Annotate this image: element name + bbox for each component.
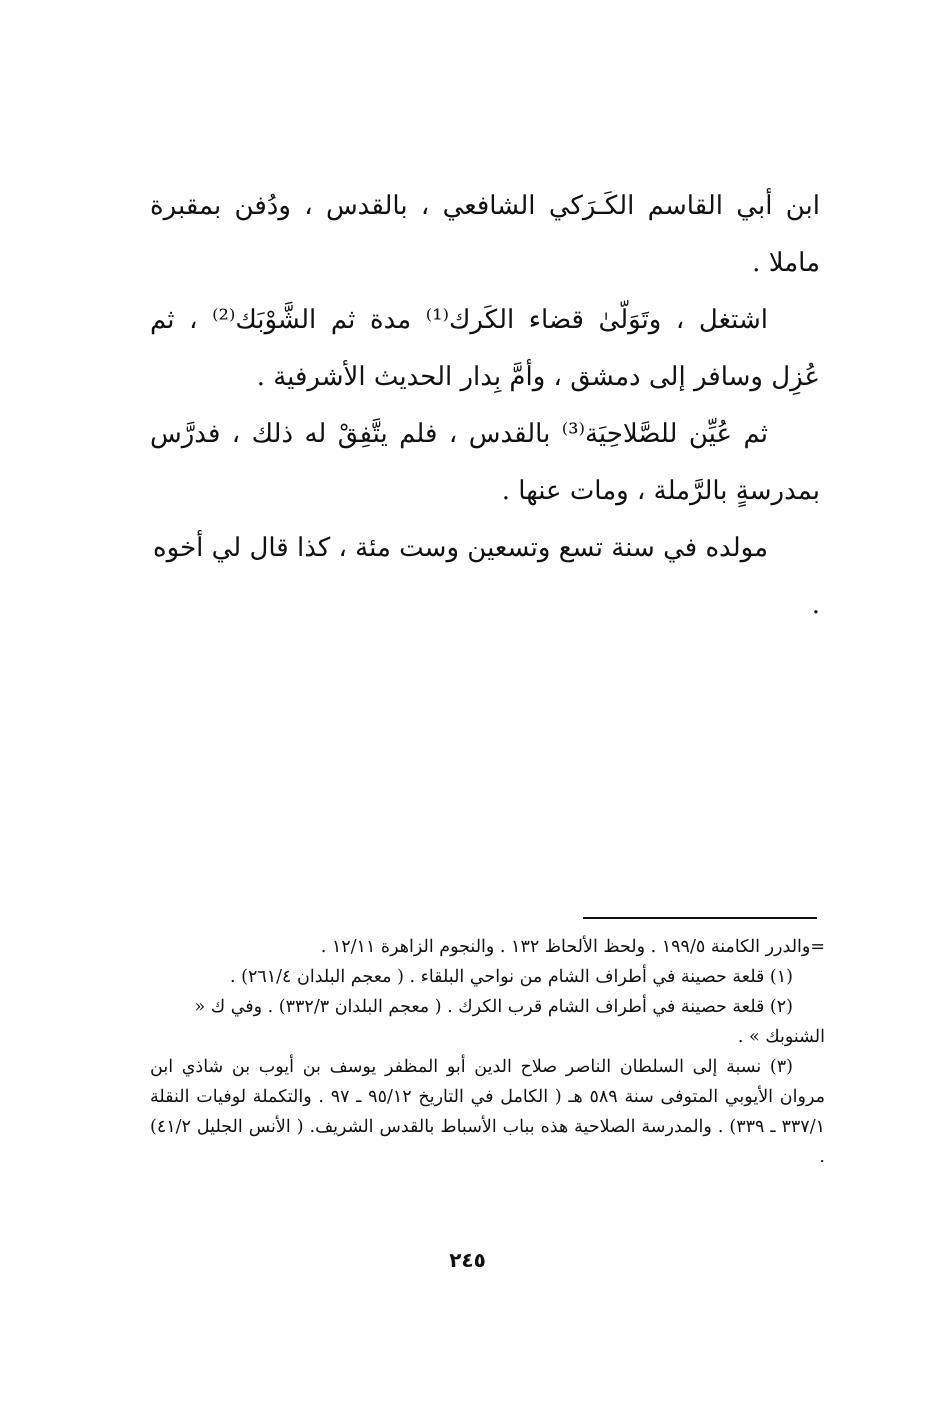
paragraph-4: مولده في سنة تسع وتسعين وست مئة ، كذا قال لي أخوه . [153,533,820,620]
footnote-2: (٢) قلعة حصينة في أطراف الشام قرب الكرك . ( معجم البلدان ٣٣٢/٣) . وفي ك « الشنوبك » . [194,997,825,1047]
footnotes [150,932,825,1172]
footnote-separator [583,917,817,919]
paragraph-3: ثم عُيِّن للصَّلاحِيَة⁽³⁾ بالقدس ، فلم يتَّفِقْ له ذلك ، فدرَّس بمدرسةٍ بالرَّملة ، ومات عنها . [150,419,820,506]
paragraph-2: اشتغل ، وتَوَلّىٰ قضاء الكَرك⁽¹⁾ مدة ثم الشَّوْبَك⁽²⁾ ، ثم عُزِل وسافر إلى دمشق ، وأمَّ بِدار الحديث الأشرفية . [150,305,820,392]
text-line-1: ابن أبي القاسم الكَـرَكي الشافعي ، بالقدس ، ودُفن بمقبرة ماملا . [150,191,820,278]
footnote-3: (٣) نسبة إلى السلطان الناصر صلاح الدين أبو المظفر يوسف بن أيوب بن شاذي ابن مروان الأيوبي المتوفى سنة ٥٨٩ هـ ( الكامل في التاريخ ٩٥/١٢ ـ ٩٧ . والتكملة لوفيات النقلة ٣٣٧/١ ـ ٣٣٩) . والمدرسة الصلاحية هذه بباب الأسباط بالقدس الشريف. ( الأنس الجليل ٤١/٢) . [150,1057,825,1167]
page-number: ٢٤٥ [449,1248,486,1272]
footnote-1: (١) قلعة حصينة في أطراف الشام من نواحي البلقاء . ( معجم البلدان ٢٦١/٤) . [230,967,793,987]
footnote-continuation: =والدرر الكامنة ١٩٩/٥ . ولحظ الألحاظ ١٣٢ . والنجوم الزاهرة ١٢/١١ . [320,937,825,957]
main-text [150,178,820,634]
